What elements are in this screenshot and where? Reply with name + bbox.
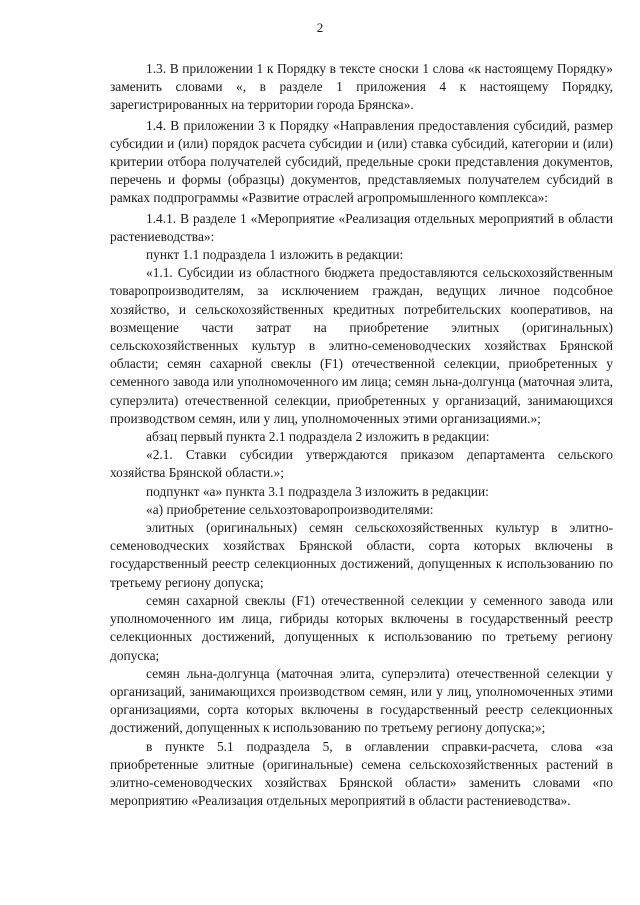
paragraph-sugar-beet-seeds: семян сахарной свеклы (F1) отечественной селекции у семенного завода или уполномоченного им лица, гибриды которых включены в государственный реестр селекционных достижений, допущенных к использованию по третьему региону допуска; [110, 592, 613, 663]
paragraph-1-4: 1.4. В приложении 3 к Порядку «Направления предоставления субсидий, размер субсидии и (или) порядок расчета субсидии и (или) ставка субсидий, категории и (или) критерии отбора получателей субсидий, предельные сроки представления документов, перечень и формы (образцы) документов, представляемых получателем субсидий в рамках подпрограммы «Развитие отраслей агропромышленного комплекса»: [110, 117, 613, 206]
paragraph-1-4-1: 1.4.1. В разделе 1 «Мероприятие «Реализация отдельных мероприятий в области растениеводства»: [110, 210, 613, 244]
paragraph-item-3-1-a: «а) приобретение сельхозтоваропроизводителями: [146, 501, 434, 517]
paragraph-flax-seeds: семян льна-долгунца (маточная элита, суперэлита) отечественной селекции у организаций, занимающихся производством семян, или у лиц, уполномоченных этими организациями, сорта которых включены в государственный реестр селекционных достижений, допущенных к использованию по третьему региону допуска;»; [110, 665, 613, 736]
paragraph-item-1-1-text: «1.1. Субсидии из областного бюджета предоставляются сельскохозяйственным товаропроизводителям, за исключением граждан, ведущих личное подсобное хозяйство, и сельскохозяйственных кредитных потребительских кооперативов, на возмещение части затрат на приобретение элитных (оригинальных) сельскохозяйственных культур в элитно-семеноводческих хозяйствах Брянской области; семян сахарной свеклы (F1) отечественной селекции, приобретенных у семенного завода или уполномоченного им лица; семян льна-долгунца (маточная элита, суперэлита) отечественной селекции, приобретенных у организаций, занимающихся производством семян, или у лиц, уполномоченных этими организациями.»; [110, 265, 613, 426]
paragraph-elite-seeds: элитных (оригинальных) семян сельскохозяйственных культур в элитно-семеноводческих хозяйствах Брянской области, сорта которых включены в государственный реестр селекционных достижений, допущенных к использованию по третьему региону допуска; [110, 520, 613, 590]
page-number: 2 [316, 20, 324, 35]
paragraph-item-5-1: в пункте 5.1 подраздела 5, в оглавлении справки-расчета, слова «за приобретенные элитные (оригинальные) семена сельскохозяйственных растений в элитно-семеноводческих хозяйствах Брянской области» заменить словами «по мероприятию «Реализация отдельных мероприятий в области растениеводства». [110, 738, 613, 809]
document-body [110, 60, 613, 810]
paragraph-item-2-1-intro: абзац первый пункта 2.1 подраздела 2 изложить в редакции: [146, 429, 490, 445]
paragraph-item-3-1-intro: подпункт «а» пункта 3.1 подраздела 3 изложить в редакции: [146, 483, 489, 499]
paragraph-1-3: 1.3. В приложении 1 к Порядку в тексте сноски 1 слова «к настоящему Порядку» заменить словами «, в разделе 1 приложения 4 к настоящему Порядку, зарегистрированных на территории города Брянска». [110, 61, 613, 113]
paragraph-item-2-1-text: «2.1. Ставки субсидии утверждаются приказом департамента сельского хозяйства Брянской области.»; [110, 447, 613, 481]
paragraph-item-1-1-intro: пункт 1.1 подраздела 1 изложить в редакции: [146, 247, 404, 263]
